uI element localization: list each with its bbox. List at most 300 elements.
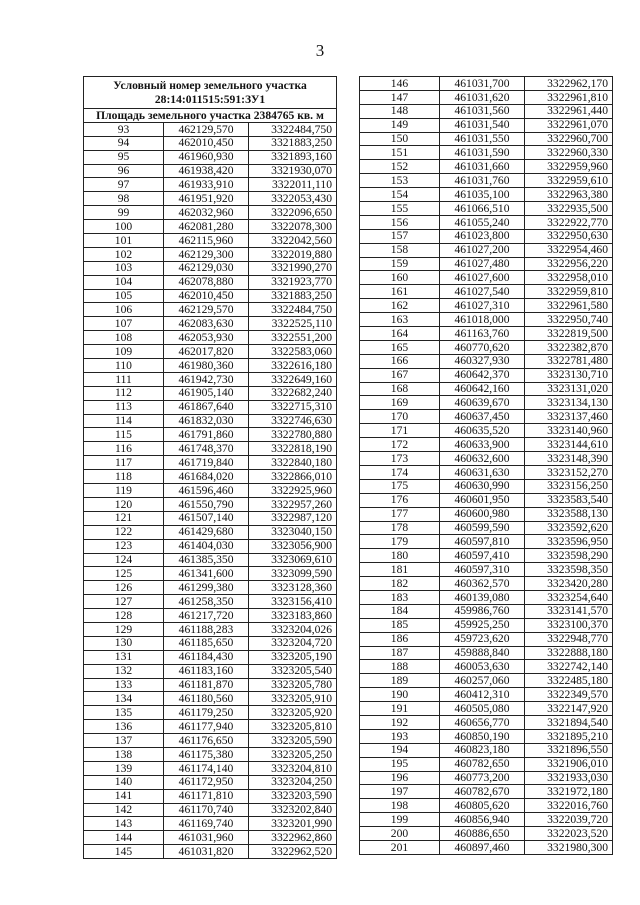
coord-y: 3321933,030	[525, 771, 613, 785]
point-number: 110	[84, 359, 164, 373]
coord-x: 460642,160	[440, 382, 525, 396]
coord-x: 461867,640	[164, 400, 249, 414]
point-number: 189	[360, 674, 440, 688]
coord-x: 461031,620	[440, 90, 525, 104]
table-row	[360, 465, 613, 479]
coordinates-table-right	[359, 76, 613, 855]
coord-y: 3322819,500	[525, 327, 613, 341]
coord-x: 461170,740	[164, 803, 249, 817]
coord-x: 460597,310	[440, 563, 525, 577]
coord-x: 461180,560	[164, 692, 249, 706]
coord-y: 3323598,290	[525, 549, 613, 563]
point-number: 180	[360, 549, 440, 563]
point-number: 192	[360, 715, 440, 729]
point-number: 103	[84, 261, 164, 275]
table-row	[360, 715, 613, 729]
table-row	[84, 609, 337, 623]
coord-y: 3322958,010	[525, 271, 613, 285]
table-row	[360, 146, 613, 160]
point-number: 137	[84, 734, 164, 748]
coord-y: 3322349,570	[525, 688, 613, 702]
coord-x: 460897,460	[440, 840, 525, 854]
coord-x: 460505,080	[440, 702, 525, 716]
coord-y: 3322956,220	[525, 257, 613, 271]
coord-x: 460782,670	[440, 785, 525, 799]
table-row	[360, 688, 613, 702]
point-number: 148	[360, 104, 440, 118]
point-number: 191	[360, 702, 440, 716]
table-row	[360, 104, 613, 118]
point-number: 161	[360, 285, 440, 299]
table-row	[84, 525, 337, 539]
point-number: 123	[84, 539, 164, 553]
table-row	[360, 340, 613, 354]
table-row	[84, 664, 337, 678]
coord-y: 3323069,610	[249, 553, 337, 567]
coord-y: 3322961,070	[525, 118, 613, 132]
coord-x: 461951,920	[164, 192, 249, 206]
table-row	[360, 771, 613, 785]
point-number: 170	[360, 410, 440, 424]
coord-x: 459888,840	[440, 646, 525, 660]
coord-x: 461181,870	[164, 678, 249, 692]
table-row	[84, 456, 337, 470]
point-number: 140	[84, 775, 164, 789]
coord-x: 461183,160	[164, 664, 249, 678]
coord-x: 461174,140	[164, 761, 249, 775]
coord-y: 3322525,110	[249, 317, 337, 331]
point-number: 136	[84, 720, 164, 734]
coord-y: 3322866,010	[249, 470, 337, 484]
coord-x: 460639,670	[440, 396, 525, 410]
coord-x: 462010,450	[164, 136, 249, 150]
point-number: 112	[84, 386, 164, 400]
coord-y: 3323596,950	[525, 535, 613, 549]
table-row	[84, 831, 337, 845]
coord-y: 3322935,500	[525, 202, 613, 216]
point-number: 135	[84, 706, 164, 720]
table-row	[84, 414, 337, 428]
coord-y: 3322715,310	[249, 400, 337, 414]
coord-y: 3323205,780	[249, 678, 337, 692]
coord-x: 460139,080	[440, 590, 525, 604]
coord-y: 3322023,520	[525, 827, 613, 841]
point-number: 146	[360, 77, 440, 91]
table-row	[360, 285, 613, 299]
coord-x: 460599,590	[440, 521, 525, 535]
point-number: 174	[360, 465, 440, 479]
coord-y: 3322948,770	[525, 632, 613, 646]
coord-y: 3323156,410	[249, 595, 337, 609]
table-row	[84, 275, 337, 289]
point-number: 199	[360, 813, 440, 827]
point-number: 114	[84, 414, 164, 428]
table-row	[360, 604, 613, 618]
coord-x: 460053,630	[440, 660, 525, 674]
point-number: 94	[84, 136, 164, 150]
table-row	[360, 382, 613, 396]
point-number: 183	[360, 590, 440, 604]
coord-y: 3322096,650	[249, 206, 337, 220]
point-number: 159	[360, 257, 440, 271]
coord-x: 460805,620	[440, 799, 525, 813]
point-number: 160	[360, 271, 440, 285]
coord-y: 3322957,260	[249, 497, 337, 511]
coord-y: 3322963,380	[525, 188, 613, 202]
point-number: 93	[84, 122, 164, 136]
coord-x: 461027,200	[440, 243, 525, 257]
point-number: 175	[360, 479, 440, 493]
parcel-cadastral-number: 28:14:011515:591:ЗУ1	[154, 92, 266, 106]
point-number: 105	[84, 289, 164, 303]
point-number: 177	[360, 507, 440, 521]
coord-y: 3323152,270	[525, 465, 613, 479]
point-number: 152	[360, 160, 440, 174]
table-row	[84, 359, 337, 373]
coord-x: 461550,790	[164, 497, 249, 511]
coord-y: 3322961,580	[525, 299, 613, 313]
coord-y: 3323254,640	[525, 590, 613, 604]
table-row	[360, 271, 613, 285]
table-row	[84, 178, 337, 192]
coord-y: 3321883,250	[249, 136, 337, 150]
coord-y: 3322961,440	[525, 104, 613, 118]
coord-x: 460600,980	[440, 507, 525, 521]
coord-y: 3322962,170	[525, 77, 613, 91]
point-number: 156	[360, 215, 440, 229]
coordinates-rows-right	[360, 77, 613, 855]
coord-y: 3322382,870	[525, 340, 613, 354]
coord-x: 461066,510	[440, 202, 525, 216]
point-number: 143	[84, 817, 164, 831]
table-row	[360, 118, 613, 132]
coord-y: 3322840,180	[249, 456, 337, 470]
coord-x: 461163,760	[440, 327, 525, 341]
coord-x: 460597,810	[440, 535, 525, 549]
coord-y: 3323205,810	[249, 720, 337, 734]
point-number: 128	[84, 609, 164, 623]
coord-x: 461172,950	[164, 775, 249, 789]
point-number: 139	[84, 761, 164, 775]
point-number: 98	[84, 192, 164, 206]
table-row	[360, 132, 613, 146]
coord-x: 461905,140	[164, 386, 249, 400]
point-number: 178	[360, 521, 440, 535]
coord-x: 461980,360	[164, 359, 249, 373]
coord-y: 3323100,370	[525, 618, 613, 632]
point-number: 107	[84, 317, 164, 331]
point-number: 109	[84, 345, 164, 359]
point-number: 113	[84, 400, 164, 414]
coord-x: 461031,700	[440, 77, 525, 91]
point-number: 145	[84, 845, 164, 859]
table-row	[360, 507, 613, 521]
coord-y: 3323140,960	[525, 424, 613, 438]
table-row	[360, 243, 613, 257]
coord-y: 3322485,180	[525, 674, 613, 688]
table-row	[84, 484, 337, 498]
coord-x: 461184,430	[164, 650, 249, 664]
coord-x: 461684,020	[164, 470, 249, 484]
coord-y: 3322960,700	[525, 132, 613, 146]
table-row	[84, 261, 337, 275]
point-number: 121	[84, 511, 164, 525]
coord-x: 460631,630	[440, 465, 525, 479]
table-row	[84, 164, 337, 178]
coord-x: 460257,060	[440, 674, 525, 688]
coord-x: 460773,200	[440, 771, 525, 785]
table-row	[360, 229, 613, 243]
point-number: 127	[84, 595, 164, 609]
coord-y: 3322818,190	[249, 442, 337, 456]
table-row	[84, 345, 337, 359]
point-number: 190	[360, 688, 440, 702]
table-row	[360, 368, 613, 382]
point-number: 120	[84, 497, 164, 511]
table-row	[360, 410, 613, 424]
table-row	[360, 174, 613, 188]
table-row	[360, 757, 613, 771]
coordinates-rows-left	[84, 122, 337, 858]
coord-y: 3323201,990	[249, 817, 337, 831]
point-number: 186	[360, 632, 440, 646]
coord-x: 460630,990	[440, 479, 525, 493]
point-number: 142	[84, 803, 164, 817]
point-number: 133	[84, 678, 164, 692]
table-row	[360, 549, 613, 563]
table-row	[360, 202, 613, 216]
coord-x: 460850,190	[440, 729, 525, 743]
table-row	[84, 845, 337, 859]
point-number: 111	[84, 372, 164, 386]
table-row	[360, 327, 613, 341]
coord-y: 3323156,250	[525, 479, 613, 493]
point-number: 164	[360, 327, 440, 341]
coord-y: 3323583,540	[525, 493, 613, 507]
coord-y: 3323420,280	[525, 577, 613, 591]
table-row	[360, 299, 613, 313]
coord-y: 3323183,860	[249, 609, 337, 623]
point-number: 150	[360, 132, 440, 146]
coord-x: 460642,370	[440, 368, 525, 382]
coord-y: 3323598,350	[525, 563, 613, 577]
point-number: 165	[360, 340, 440, 354]
table-row	[84, 386, 337, 400]
coord-y: 3322016,760	[525, 799, 613, 813]
coord-x: 461748,370	[164, 442, 249, 456]
table-row	[360, 257, 613, 271]
table-row	[84, 470, 337, 484]
point-number: 99	[84, 206, 164, 220]
point-number: 198	[360, 799, 440, 813]
table-row	[84, 206, 337, 220]
point-number: 138	[84, 747, 164, 761]
point-number: 130	[84, 636, 164, 650]
point-number: 100	[84, 220, 164, 234]
coord-x: 461960,930	[164, 150, 249, 164]
table-row	[84, 567, 337, 581]
coord-x: 460632,600	[440, 452, 525, 466]
coord-y: 3323205,590	[249, 734, 337, 748]
coord-x: 461018,000	[440, 313, 525, 327]
table-row	[84, 775, 337, 789]
coord-y: 3322962,520	[249, 845, 337, 859]
point-number: 173	[360, 452, 440, 466]
table-row	[360, 188, 613, 202]
coord-y: 3322922,770	[525, 215, 613, 229]
point-number: 116	[84, 442, 164, 456]
point-number: 144	[84, 831, 164, 845]
coord-y: 3323203,590	[249, 789, 337, 803]
coord-x: 461938,420	[164, 164, 249, 178]
coord-x: 462078,880	[164, 275, 249, 289]
table-row	[84, 400, 337, 414]
coord-x: 461035,100	[440, 188, 525, 202]
coord-x: 462129,300	[164, 247, 249, 261]
table-row	[84, 789, 337, 803]
table-row	[360, 90, 613, 104]
coord-y: 3322950,630	[525, 229, 613, 243]
table-row	[360, 160, 613, 174]
coord-x: 460637,450	[440, 410, 525, 424]
coord-x: 461179,250	[164, 706, 249, 720]
point-number: 118	[84, 470, 164, 484]
coord-x: 461027,310	[440, 299, 525, 313]
table-row	[360, 618, 613, 632]
coord-y: 3323056,900	[249, 539, 337, 553]
table-row	[84, 734, 337, 748]
point-number: 106	[84, 303, 164, 317]
coord-y: 3322925,960	[249, 484, 337, 498]
coord-x: 462081,280	[164, 220, 249, 234]
coord-y: 3323588,130	[525, 507, 613, 521]
point-number: 141	[84, 789, 164, 803]
point-number: 158	[360, 243, 440, 257]
coord-y: 3321980,300	[525, 840, 613, 854]
coord-y: 3322616,180	[249, 359, 337, 373]
point-number: 163	[360, 313, 440, 327]
point-number: 167	[360, 368, 440, 382]
point-number: 194	[360, 743, 440, 757]
point-number: 187	[360, 646, 440, 660]
table-row	[360, 799, 613, 813]
coord-x: 462129,030	[164, 261, 249, 275]
table-row	[84, 428, 337, 442]
coord-x: 461031,560	[440, 104, 525, 118]
point-number: 176	[360, 493, 440, 507]
point-number: 96	[84, 164, 164, 178]
coord-x: 461027,540	[440, 285, 525, 299]
coord-x: 460412,310	[440, 688, 525, 702]
table-row	[84, 442, 337, 456]
coord-x: 461832,030	[164, 414, 249, 428]
coord-y: 3322888,180	[525, 646, 613, 660]
point-number: 101	[84, 234, 164, 248]
coord-y: 3322011,110	[249, 178, 337, 192]
coord-x: 461791,860	[164, 428, 249, 442]
table-row	[360, 632, 613, 646]
coord-x: 461933,910	[164, 178, 249, 192]
coord-x: 462129,570	[164, 303, 249, 317]
table-row	[360, 424, 613, 438]
coord-x: 461023,800	[440, 229, 525, 243]
table-row	[360, 660, 613, 674]
table-row	[84, 761, 337, 775]
point-number: 184	[360, 604, 440, 618]
table-row	[360, 840, 613, 854]
point-number: 134	[84, 692, 164, 706]
point-number: 166	[360, 354, 440, 368]
coord-x: 461385,350	[164, 553, 249, 567]
point-number: 108	[84, 331, 164, 345]
coord-y: 3322954,460	[525, 243, 613, 257]
point-number: 97	[84, 178, 164, 192]
table-row	[360, 354, 613, 368]
point-number: 115	[84, 428, 164, 442]
coord-y: 3321883,250	[249, 289, 337, 303]
coord-y: 3322742,140	[525, 660, 613, 674]
coord-x: 461175,380	[164, 747, 249, 761]
coord-x: 461188,283	[164, 622, 249, 636]
coord-y: 3323128,360	[249, 581, 337, 595]
table-row	[84, 150, 337, 164]
coord-y: 3321896,550	[525, 743, 613, 757]
coord-y: 3323205,190	[249, 650, 337, 664]
point-number: 195	[360, 757, 440, 771]
table-row	[84, 553, 337, 567]
table-row	[360, 521, 613, 535]
coord-x: 461596,460	[164, 484, 249, 498]
point-number: 193	[360, 729, 440, 743]
table-row	[84, 303, 337, 317]
coord-y: 3323204,720	[249, 636, 337, 650]
point-number: 200	[360, 827, 440, 841]
coord-x: 460823,180	[440, 743, 525, 757]
coord-x: 461719,840	[164, 456, 249, 470]
coord-x: 461176,650	[164, 734, 249, 748]
coord-y: 3323134,130	[525, 396, 613, 410]
point-number: 131	[84, 650, 164, 664]
coord-y: 3322042,560	[249, 234, 337, 248]
coord-x: 461031,540	[440, 118, 525, 132]
table-row	[360, 396, 613, 410]
coord-y: 3322960,330	[525, 146, 613, 160]
coord-x: 461027,480	[440, 257, 525, 271]
coord-y: 3322781,480	[525, 354, 613, 368]
table-row	[360, 438, 613, 452]
table-header-title-row	[84, 77, 337, 109]
point-number: 157	[360, 229, 440, 243]
coord-x: 461507,140	[164, 511, 249, 525]
table-row	[84, 234, 337, 248]
table-row	[84, 817, 337, 831]
table-row	[360, 743, 613, 757]
coord-y: 3323202,840	[249, 803, 337, 817]
table-row	[84, 192, 337, 206]
coord-y: 3322962,860	[249, 831, 337, 845]
coord-y: 3323592,620	[525, 521, 613, 535]
coord-y: 3322484,750	[249, 303, 337, 317]
table-row	[360, 813, 613, 827]
coord-y: 3321990,270	[249, 261, 337, 275]
point-number: 95	[84, 150, 164, 164]
coord-x: 461341,600	[164, 567, 249, 581]
point-number: 154	[360, 188, 440, 202]
point-number: 151	[360, 146, 440, 160]
table-row	[360, 590, 613, 604]
coord-x: 461031,660	[440, 160, 525, 174]
coord-x: 461404,030	[164, 539, 249, 553]
